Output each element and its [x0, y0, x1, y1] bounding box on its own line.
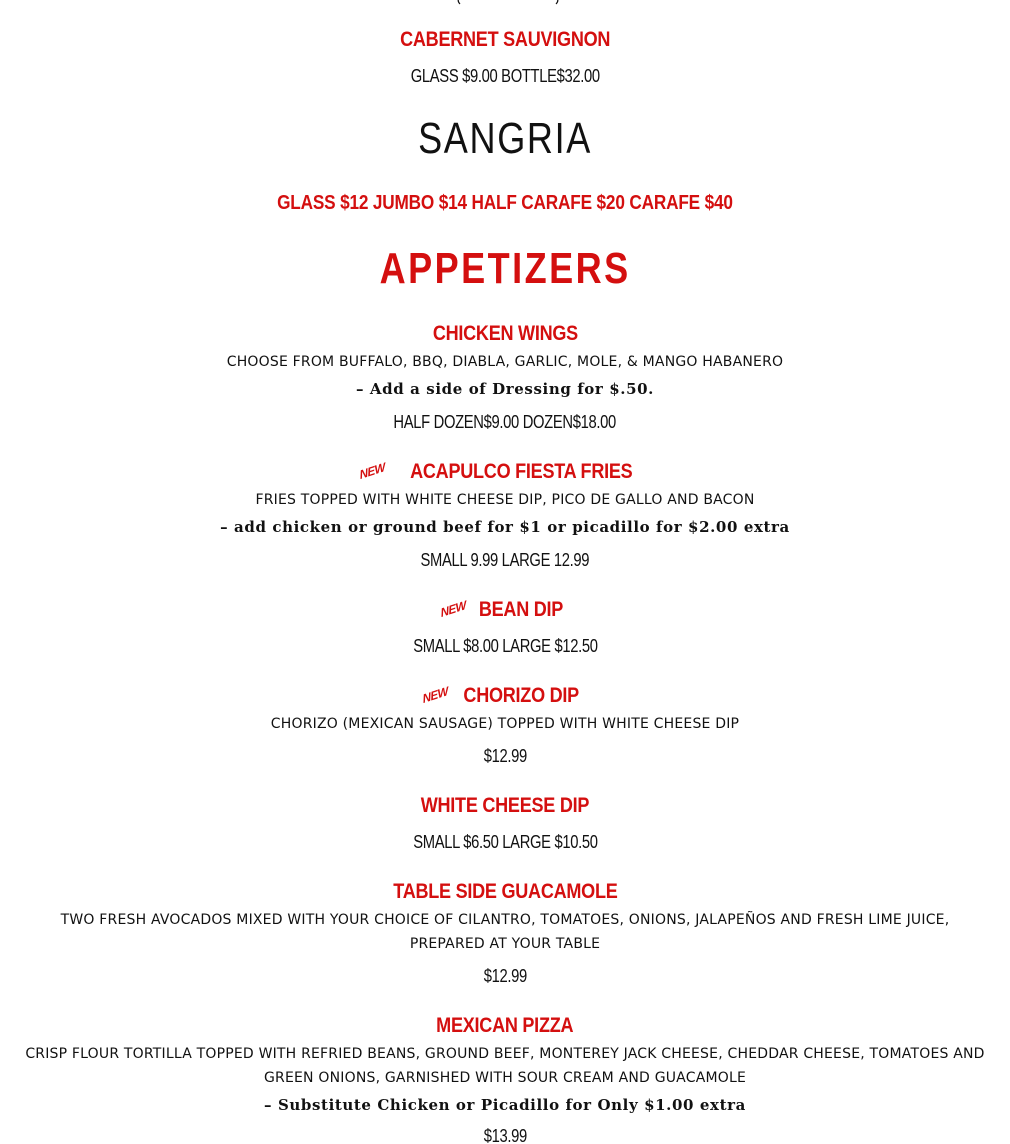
menu-item-chicken-wings-description: CHOOSE FROM BUFFALO, BBQ, DIABLA, GARLIC, MOLE, & MANGO HABANERO — [226, 354, 784, 370]
menu-item-white-cheese-dip-title: WHITE CHEESE DIP — [420, 794, 590, 817]
wine-name: CABERNET SAUVIGNON — [399, 28, 611, 51]
menu-item-guacamole-price: $12.99 — [483, 966, 527, 986]
menu-item-chicken-wings-price: HALF DOZEN$9.00 DOZEN$18.00 — [393, 412, 617, 432]
menu-item-mexican-pizza-title: MEXICAN PIZZA — [436, 1014, 574, 1037]
wine-prices: GLASS $9.00 BOTTLE$32.00 — [410, 66, 600, 86]
new-badge-icon: NEW — [439, 597, 467, 621]
menu-item-mexican-pizza-description-line2: GREEN ONIONS, GARNISHED WITH SOUR CREAM AND GUACAMOLE — [263, 1070, 747, 1086]
menu-item-chicken-wings-note: – Add a side of Dressing for $.50. — [356, 380, 654, 398]
menu-item-chicken-wings-title: CHICKEN WINGS — [432, 322, 578, 345]
sangria-heading: SANGRIA — [418, 114, 592, 163]
menu-item-chorizo-dip-description: CHORIZO (MEXICAN SAUSAGE) TOPPED WITH WHITE CHEESE DIP — [270, 716, 740, 732]
menu-item-white-cheese-dip-price: SMALL $6.50 LARGE $10.50 — [412, 832, 598, 852]
new-badge-icon: NEW — [421, 683, 449, 707]
menu-item-fiesta-fries-description: FRIES TOPPED WITH WHITE CHEESE DIP, PICO DE GALLO AND BACON — [255, 492, 755, 508]
menu-item-fiesta-fries-note: – add chicken or ground beef for $1 or picadillo for $2.00 extra — [220, 518, 790, 536]
cropped-glyphs — [455, 0, 565, 8]
menu-item-chorizo-dip-title: NEW CHORIZO DIP — [421, 683, 580, 707]
cropped-text-fragment — [455, 0, 565, 2]
menu-item-guacamole-description-line2: PREPARED AT YOUR TABLE — [409, 936, 601, 952]
menu-item-mexican-pizza-price: $13.99 — [483, 1126, 527, 1144]
menu-item-guacamole-description-line1: TWO FRESH AVOCADOS MIXED WITH YOUR CHOICE OF CILANTRO, TOMATOES, ONIONS, JALAPEÑOS AND FRESH LIME JUICE, — [60, 912, 950, 928]
appetizers-heading: APPETIZERS — [379, 244, 631, 293]
menu-item-chorizo-dip-price: $12.99 — [483, 746, 527, 766]
menu-item-fiesta-fries-title: NEW ACAPULCO FIESTA FRIES — [359, 459, 633, 483]
menu-item-mexican-pizza-note: – Substitute Chicken or Picadillo for Only $1.00 extra — [264, 1096, 746, 1114]
menu-item-mexican-pizza-description-line1: CRISP FLOUR TORTILLA TOPPED WITH REFRIED BEANS, GROUND BEEF, MONTEREY JACK CHEESE, CHEDDAR CHEESE, TOMATOES AND — [25, 1046, 985, 1062]
menu-item-fiesta-fries-price: SMALL 9.99 LARGE 12.99 — [420, 550, 590, 570]
sangria-prices: GLASS $12 JUMBO $14 HALF CARAFE $20 CARAFE $40 — [277, 192, 733, 214]
menu-item-guacamole-title: TABLE SIDE GUACAMOLE — [392, 880, 618, 903]
new-badge-icon: NEW — [359, 459, 387, 483]
menu-item-bean-dip-title: NEW BEAN DIP — [439, 597, 564, 621]
menu-item-bean-dip-price: SMALL $8.00 LARGE $12.50 — [412, 636, 598, 656]
